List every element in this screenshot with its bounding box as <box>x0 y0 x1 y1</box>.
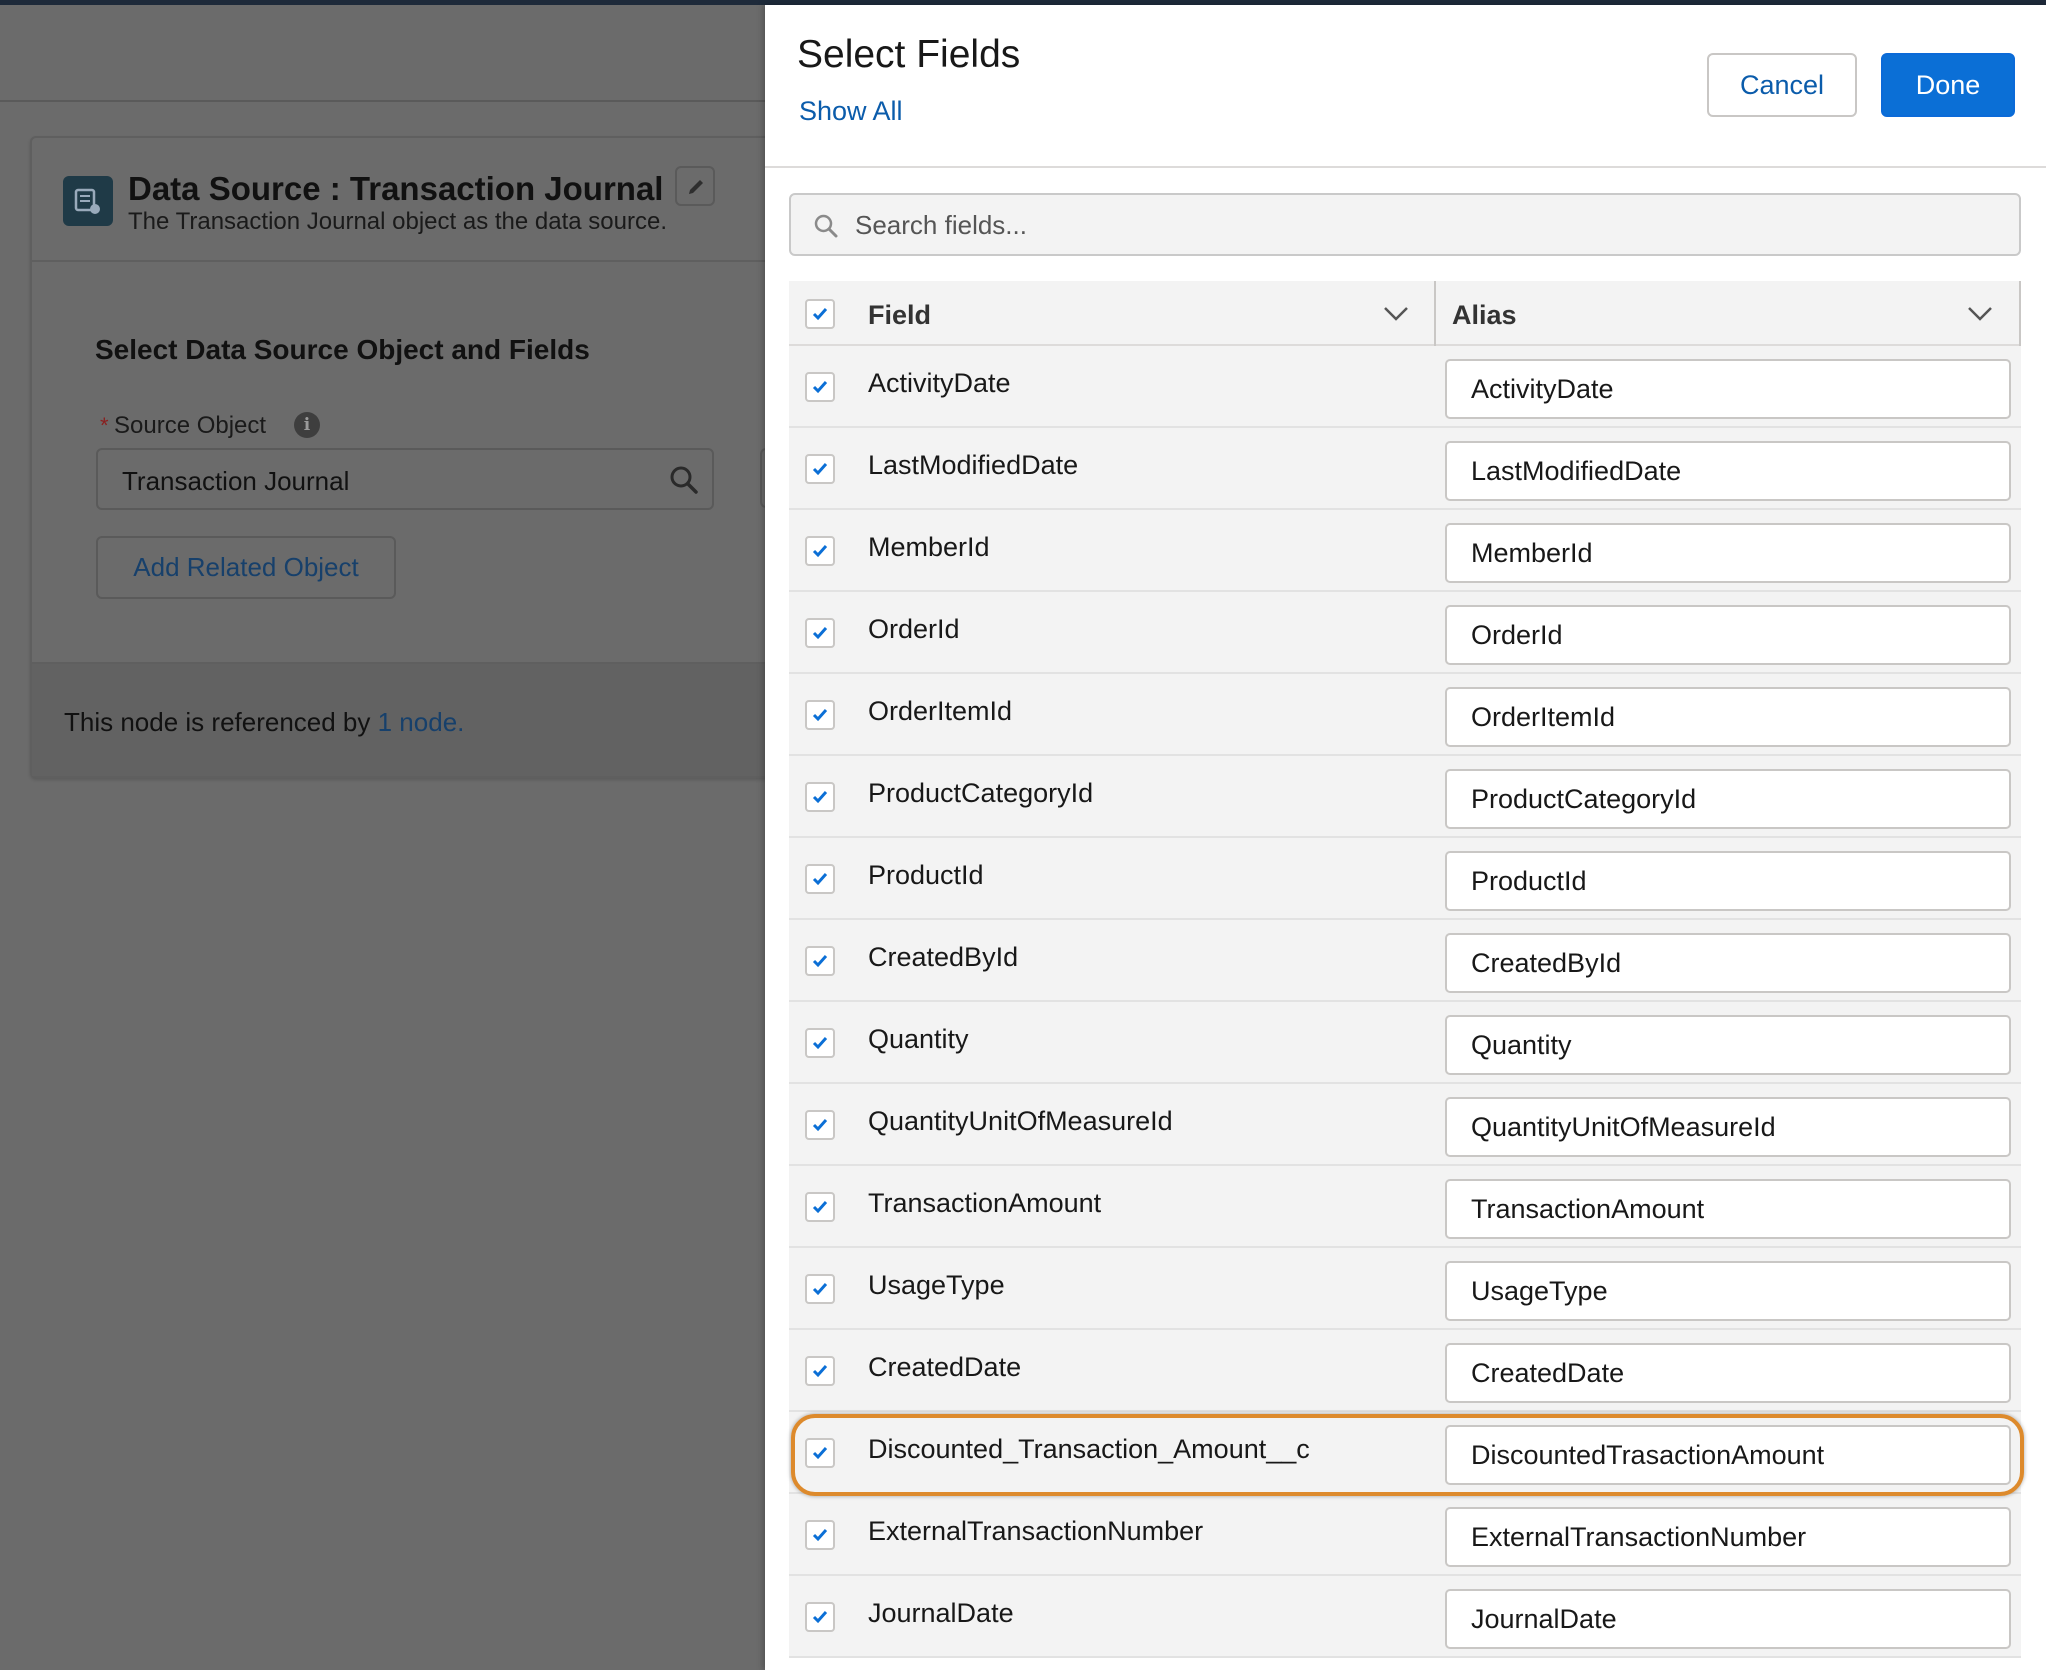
field-name: ProductCategoryId <box>868 778 1094 808</box>
checkmark-icon <box>812 1200 828 1214</box>
row-checkbox[interactable] <box>805 1192 835 1222</box>
field-name: CreatedDate <box>868 1352 1022 1382</box>
table-header <box>789 281 2021 346</box>
panel-header <box>765 5 2046 168</box>
alias-input[interactable] <box>1445 851 2011 911</box>
table-row <box>789 346 2021 428</box>
alias-input[interactable] <box>1445 441 2011 501</box>
row-checkbox[interactable] <box>805 1356 835 1386</box>
field-name: OrderItemId <box>868 696 1013 726</box>
data-source-card <box>30 136 790 778</box>
alias-input[interactable] <box>1445 769 2011 829</box>
alias-input[interactable] <box>1445 605 2011 665</box>
search-input[interactable] <box>855 207 2005 243</box>
checkmark-icon <box>812 544 828 558</box>
data-source-subtitle: The Transaction Journal object as the data source. <box>128 208 667 235</box>
reference-link[interactable]: 1 node. <box>377 707 465 737</box>
checkmark-icon <box>812 1610 828 1624</box>
table-row <box>789 674 2021 756</box>
checkmark-icon <box>812 626 828 640</box>
alias-input[interactable] <box>1445 933 2011 993</box>
row-checkbox[interactable] <box>805 782 835 812</box>
alias-input[interactable] <box>1445 1343 2011 1403</box>
alias-input[interactable] <box>1445 1507 2011 1567</box>
checkmark-icon <box>812 872 828 886</box>
select-fields-panel <box>765 5 2046 1670</box>
row-checkbox[interactable] <box>805 946 835 976</box>
search-box[interactable] <box>789 193 2021 256</box>
row-checkbox[interactable] <box>805 454 835 484</box>
column-divider <box>2019 281 2021 346</box>
field-name: ProductId <box>868 860 984 890</box>
row-checkbox[interactable] <box>805 536 835 566</box>
table-row <box>789 428 2021 510</box>
table-row <box>789 592 2021 674</box>
done-button[interactable]: Done <box>1881 53 2015 117</box>
table-row <box>789 838 2021 920</box>
section-title: Select Data Source Object and Fields <box>95 334 590 365</box>
show-all-link[interactable]: Show All <box>799 96 903 126</box>
checkmark-icon <box>812 790 828 804</box>
search-icon <box>668 464 700 496</box>
field-name: TransactionAmount <box>868 1188 1102 1218</box>
table-row <box>789 1330 2021 1412</box>
field-column-header[interactable]: Field <box>868 300 932 330</box>
alias-input[interactable] <box>1445 687 2011 747</box>
alias-input[interactable] <box>1445 1179 2011 1239</box>
card-footer <box>32 662 788 776</box>
table-row <box>789 1494 2021 1576</box>
field-name: MemberId <box>868 532 990 562</box>
field-name: QuantityUnitOfMeasureId <box>868 1106 1173 1136</box>
info-icon[interactable]: i <box>294 412 320 438</box>
table-row <box>789 510 2021 592</box>
alias-input[interactable] <box>1445 1589 2011 1649</box>
row-checkbox[interactable] <box>805 700 835 730</box>
source-object-input[interactable] <box>96 448 714 510</box>
chevron-down-icon[interactable] <box>1967 306 1993 322</box>
table-row <box>789 1412 2021 1494</box>
row-checkbox[interactable] <box>805 864 835 894</box>
table-row <box>789 1084 2021 1166</box>
checkmark-icon <box>812 1528 828 1542</box>
table-row <box>789 1576 2021 1658</box>
alias-input[interactable] <box>1445 523 2011 583</box>
source-object-value: Transaction Journal <box>122 466 350 496</box>
edit-title-button[interactable] <box>675 166 715 206</box>
checkmark-icon <box>812 307 828 321</box>
select-all-checkbox[interactable] <box>805 299 835 329</box>
fields-table <box>789 281 2021 1658</box>
row-checkbox[interactable] <box>805 1274 835 1304</box>
add-related-object-button[interactable]: Add Related Object <box>96 536 396 599</box>
table-row <box>789 920 2021 1002</box>
row-checkbox[interactable] <box>805 618 835 648</box>
alias-column-header[interactable]: Alias <box>1452 300 1517 330</box>
data-source-icon <box>63 176 113 226</box>
field-name: ExternalTransactionNumber <box>868 1516 1204 1546</box>
checkmark-icon <box>812 954 828 968</box>
row-checkbox[interactable] <box>805 1028 835 1058</box>
checkmark-icon <box>812 708 828 722</box>
row-checkbox[interactable] <box>805 1438 835 1468</box>
field-name: OrderId <box>868 614 960 644</box>
card-header <box>32 138 788 262</box>
required-indicator: * <box>100 413 109 438</box>
reference-label: This node is referenced by <box>64 707 378 737</box>
checkmark-icon <box>812 462 828 476</box>
field-name: JournalDate <box>868 1598 1014 1628</box>
checkmark-icon <box>812 1446 828 1460</box>
checkmark-icon <box>812 1036 828 1050</box>
source-object-label: Source Object <box>114 412 267 439</box>
alias-input[interactable] <box>1445 1015 2011 1075</box>
column-divider[interactable] <box>1434 281 1436 346</box>
alias-input[interactable] <box>1445 1261 2011 1321</box>
row-checkbox[interactable] <box>805 372 835 402</box>
checkmark-icon <box>812 1282 828 1296</box>
pencil-icon <box>686 177 706 197</box>
table-row <box>789 1248 2021 1330</box>
row-checkbox[interactable] <box>805 1520 835 1550</box>
row-checkbox[interactable] <box>805 1110 835 1140</box>
alias-input[interactable] <box>1445 1097 2011 1157</box>
table-row <box>789 756 2021 838</box>
checkmark-icon <box>812 380 828 394</box>
alias-input[interactable] <box>1445 359 2011 419</box>
table-row <box>789 1002 2021 1084</box>
cancel-button[interactable]: Cancel <box>1707 53 1857 117</box>
table-row <box>789 1166 2021 1248</box>
reference-text <box>64 707 464 738</box>
panel-title: Select Fields <box>797 33 1021 76</box>
row-checkbox[interactable] <box>805 1602 835 1632</box>
data-source-title: Data Source : Transaction Journal <box>128 170 664 207</box>
table-body <box>789 346 2021 1658</box>
background-header <box>0 5 765 102</box>
search-icon <box>813 213 839 239</box>
chevron-down-icon[interactable] <box>1383 306 1409 322</box>
checkmark-icon <box>812 1364 828 1378</box>
field-name: ActivityDate <box>868 368 1011 398</box>
field-name: UsageType <box>868 1270 1005 1300</box>
field-name: Quantity <box>868 1024 969 1054</box>
alias-input[interactable] <box>1445 1425 2011 1485</box>
field-name: LastModifiedDate <box>868 450 1079 480</box>
checkmark-icon <box>812 1118 828 1132</box>
field-name: Discounted_Transaction_Amount__c <box>868 1434 1310 1464</box>
field-name: CreatedById <box>868 942 1019 972</box>
